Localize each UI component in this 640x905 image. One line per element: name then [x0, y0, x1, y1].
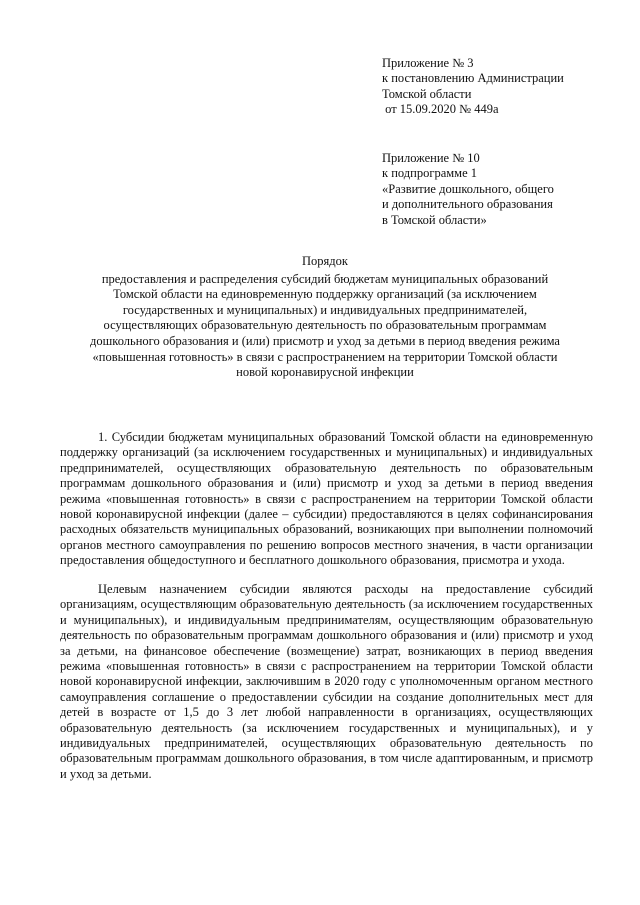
- program-name-line-2: и дополнительного образования: [382, 197, 553, 212]
- appendix-date-number: от 15.09.2020 № 449а: [382, 102, 499, 117]
- program-appendix-number: Приложение № 10: [382, 151, 480, 165]
- subtitle-line: государственных и муниципальных) и индивидуальных предпринимателей,: [122, 302, 528, 317]
- body-paragraph-2: Целевым назначением субсидии являются расходы на предоставление субсидий организациям, осуществляющим образовательную деятельность (за исключением государственных и муниципальных), и индивидуальным предпринимателям, осуществляющим образовательную деятельность по образовательным программам дошкольного образования и (или) присмотр и уход за детьми, на финансовое обеспечение (возмещение) затрат, возникающих в период введения режима «повышенная готовность» в связи с распространением на территории Томской области новой коронавирусной инфекции, заключившим в 2020 году с уполномоченным органом местного самоуправления соглашение о предоставлении субсидии на создание дополнительных мест для детей в возрасте от 1,5 до 3 лет любой направленности в организациях, осуществляющих образовательную деятельность (за исключением государственных и муниципальных), и у индивидуальных предпринимателей, осуществляющих образовательную деятельность по образовательным программам дошкольного образования, в том числе адаптированным, и присмотр и уход за детьми.: [60, 582, 593, 781]
- program-name-line-3: в Томской области»: [382, 212, 487, 227]
- program-reference: к подпрограмме 1: [382, 166, 477, 181]
- subtitle-line: осуществляющих образовательную деятельность по образовательным программам: [103, 318, 547, 333]
- subtitle-line: предоставления и распределения субсидий бюджетам муниципальных образований: [101, 271, 549, 286]
- document-title-block: [60, 254, 590, 381]
- appendix-number: Приложение № 3: [382, 56, 474, 70]
- body-paragraph-2-container: [60, 582, 593, 782]
- appendix-resolution-header: [382, 56, 564, 118]
- body-paragraph-1-container: [60, 430, 593, 569]
- subtitle-line: новой коронавирусной инфекции: [236, 365, 414, 380]
- subtitle-line: дошкольного образования и (или) присмотр и уход за детьми в период введения режима: [90, 333, 560, 348]
- document-title: Порядок: [302, 254, 348, 268]
- program-name-line-1: «Развитие дошкольного, общего: [382, 181, 554, 196]
- appendix-authority: Томской области: [382, 86, 472, 101]
- appendix-program-header: [382, 151, 554, 228]
- subtitle-line: «повышенная готовность» в связи с распространением на территории Томской области: [92, 349, 558, 364]
- subtitle-line: Томской области на единовременную поддержку организаций (за исключением: [113, 287, 537, 302]
- body-paragraph-1: 1. Субсидии бюджетам муниципальных образований Томской области на единовременную поддержку организаций (за исключением государственных и муниципальных) и индивидуальных предпринимателей, осуществляющих образовательную деятельность по образовательным программам дошкольного образования и (или) присмотр и уход за детьми в период введения режима «повышенная готовность» в связи с распространением на территории Томской области новой коронавирусной инфекции (далее – субсидии) предоставляются в целях софинансирования расходных обязательств муниципальных образований, возникающих при выполнении полномочий органов местного самоуправления по решению вопросов местного значения, в части организации предоставления общедоступного и бесплатного дошкольного образования, присмотра и ухода.: [60, 430, 593, 568]
- appendix-reference: к постановлению Администрации: [382, 71, 564, 86]
